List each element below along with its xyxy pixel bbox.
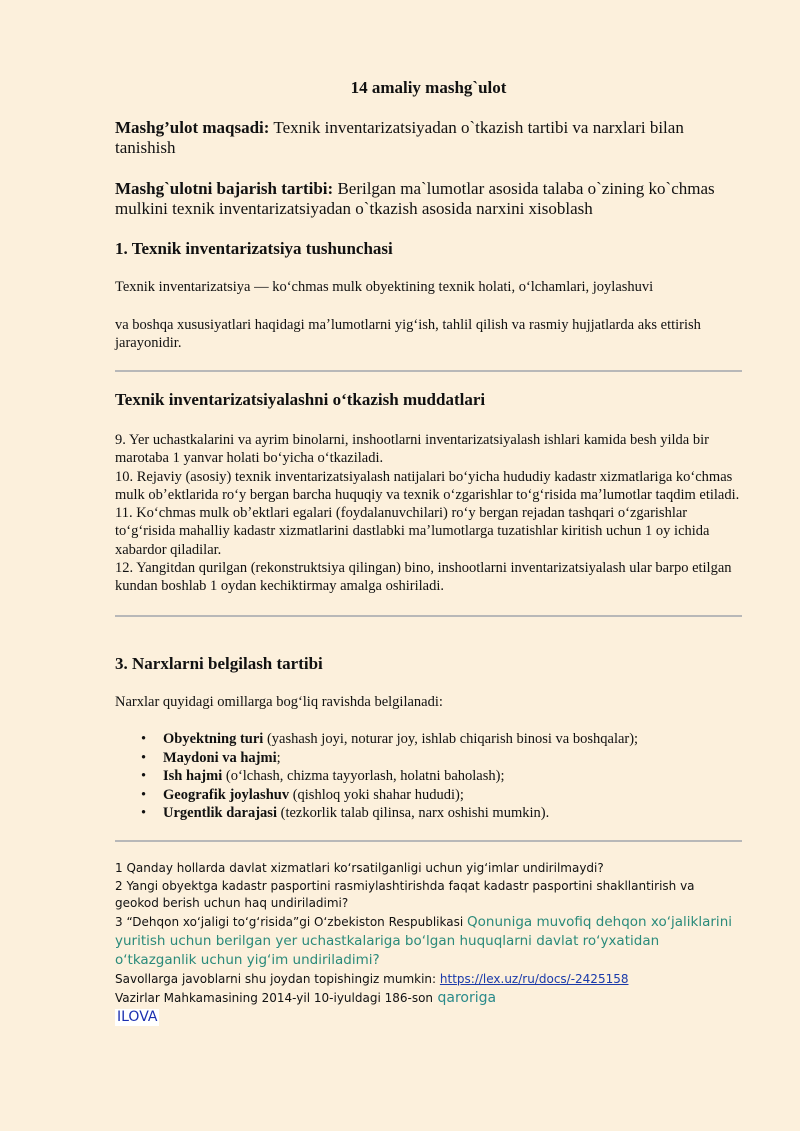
decree-text: Vazirlar Mahkamasining 2014-yil 10-iyuldagi 186-son <box>115 991 434 1005</box>
section3-intro: Narxlar quyidagi omillarga bogʻliq ravishda belgilanadi: <box>115 694 443 710</box>
question-3-text: muvofiq dehqon xoʻjaliklarini yuritish uchun berilgan yer uchastkalariga boʻlgan huquqlarni davlat roʻyxatidan oʻtkazganlik uchun yigʻim undiriladimi? <box>115 914 732 968</box>
purpose-text: Texnik inventarizatsiyadan o`tkazish tartibi va narxlari bilan tanishish <box>115 118 684 157</box>
answers-line <box>115 971 742 988</box>
factor-name: Obyektning turi <box>163 731 264 747</box>
purpose-paragraph <box>115 118 742 158</box>
list-item: 12. Yangitdan qurilgan (rekonstruktsiya qilingan) bino, inshootlarni inventarizatsiyalash ular barpo etilgan kundan boshlab 1 oydan kechiktirmay amalga oshiriladi. <box>115 560 732 595</box>
section3-heading: 3. Narxlarni belgilash tartibi <box>115 654 323 673</box>
section1-line1: Texnik inventarizatsiya — koʻchmas mulk obyektining texnik holati, oʻlchamlari, joylashuvi <box>115 279 654 295</box>
procedure-paragraph <box>115 179 742 219</box>
factor-name: Maydoni va hajmi <box>163 749 277 766</box>
questions-block <box>115 860 742 1026</box>
list-item <box>115 767 742 786</box>
pricing-factors-list <box>115 730 742 823</box>
factor-name: Ish hajmi <box>163 768 223 784</box>
divider <box>115 615 742 617</box>
list-item <box>115 749 742 768</box>
question-2: 2 Yangi obyektga kadastr pasportini rasmiylashtirishda faqat kadastr pasportini shakllantirish va geokod berish uchun haq undiriladimi? <box>115 879 695 910</box>
factor-detail: (qishloq yoki shahar hududi); <box>289 786 464 803</box>
factor-name: Urgentlik darajasi <box>163 805 277 821</box>
purpose-label: Mashg’ulot maqsadi: <box>115 118 270 137</box>
factor-detail: (yashash joyi, noturar joy, ishlab chiqarish binosi va boshqalar); <box>263 731 639 747</box>
divider <box>115 840 742 842</box>
question-3-prefix: 3 “Dehqon xoʻjaligi toʻgʻrisida”gi Oʻzbekiston Respublikasi <box>115 915 468 929</box>
list-item: 11. Koʻchmas mulk obʼektlari egalari (foydalanuvchilari) roʻy bergan rejadan tashqari oʻzgarishlar toʻgʻrisida mahalliy kadastr xizmatlarini dastlabki maʼlumotlarga tuzatishlar kiritish uchun 1 oy ichida xabardor qiladilar. <box>115 505 710 558</box>
answers-link[interactable]: https://lex.uz/ru/docs/-2425158 <box>439 972 629 986</box>
question-1: 1 Qanday hollarda davlat xizmatlari koʻrsatilganligi uchun yigʻimlar undirilmaydi? <box>115 861 604 875</box>
factor-detail: ; <box>276 749 281 766</box>
procedure-text: Berilgan ma`lumotlar asosida talaba o`zining ko`chmas mulkini texnik inventarizatsiyadan o`tkazish asosida narxini xisoblash <box>115 179 715 218</box>
factor-detail: (oʻlchash, chizma tayyorlash, holatni baholash); <box>222 768 505 784</box>
section1-heading: 1. Texnik inventarizatsiya tushunchasi <box>115 239 393 258</box>
question-3 <box>115 913 742 970</box>
decree-link[interactable]: qaroriga <box>433 990 497 1006</box>
section2-list <box>115 431 742 596</box>
section2-heading: Texnik inventarizatsiyalashni oʻtkazish muddatlari <box>115 390 486 409</box>
list-item: 10. Rejaviy (asosiy) texnik inventarizatsiyalash natijalari boʻyicha hududiy kadastr xizmatlariga koʻchmas mulk obʼektlarida roʻy bergan barcha huquqiy va texnik oʻzgarishlar toʻgʻrisida maʼlumotlar taqdim etiladi. <box>115 468 740 503</box>
list-item <box>115 786 742 805</box>
factor-detail: (tezkorlik talab qilinsa, narx oshishi mumkin). <box>276 805 550 821</box>
law-link[interactable]: Qonuniga <box>467 914 537 930</box>
section1-line2: va boshqa xususiyatlari haqidagi maʼlumotlarni yigʻish, tahlil qilish va rasmiy hujjatlarda aks ettirish jarayonidir. <box>115 317 701 351</box>
divider <box>115 370 742 372</box>
factor-name: Geografik joylashuv <box>163 786 290 803</box>
page-title: 14 amaliy mashg`ulot <box>350 78 507 97</box>
list-item <box>115 804 742 823</box>
decree-line <box>115 990 742 1007</box>
list-item: 9. Yer uchastkalarini va ayrim binolarni, inshootlarni inventarizatsiyalash ishlari kamida besh yilda bir marotaba 1 yanvar holati boʻyicha oʻtkaziladi. <box>115 432 709 467</box>
ilova-label: ILOVA <box>117 1009 158 1025</box>
answers-label: Savollarga javoblarni shu joydan topishingiz mumkin: <box>115 972 440 986</box>
procedure-label: Mashg`ulotni bajarish tartibi: <box>115 179 334 198</box>
list-item <box>115 730 742 749</box>
